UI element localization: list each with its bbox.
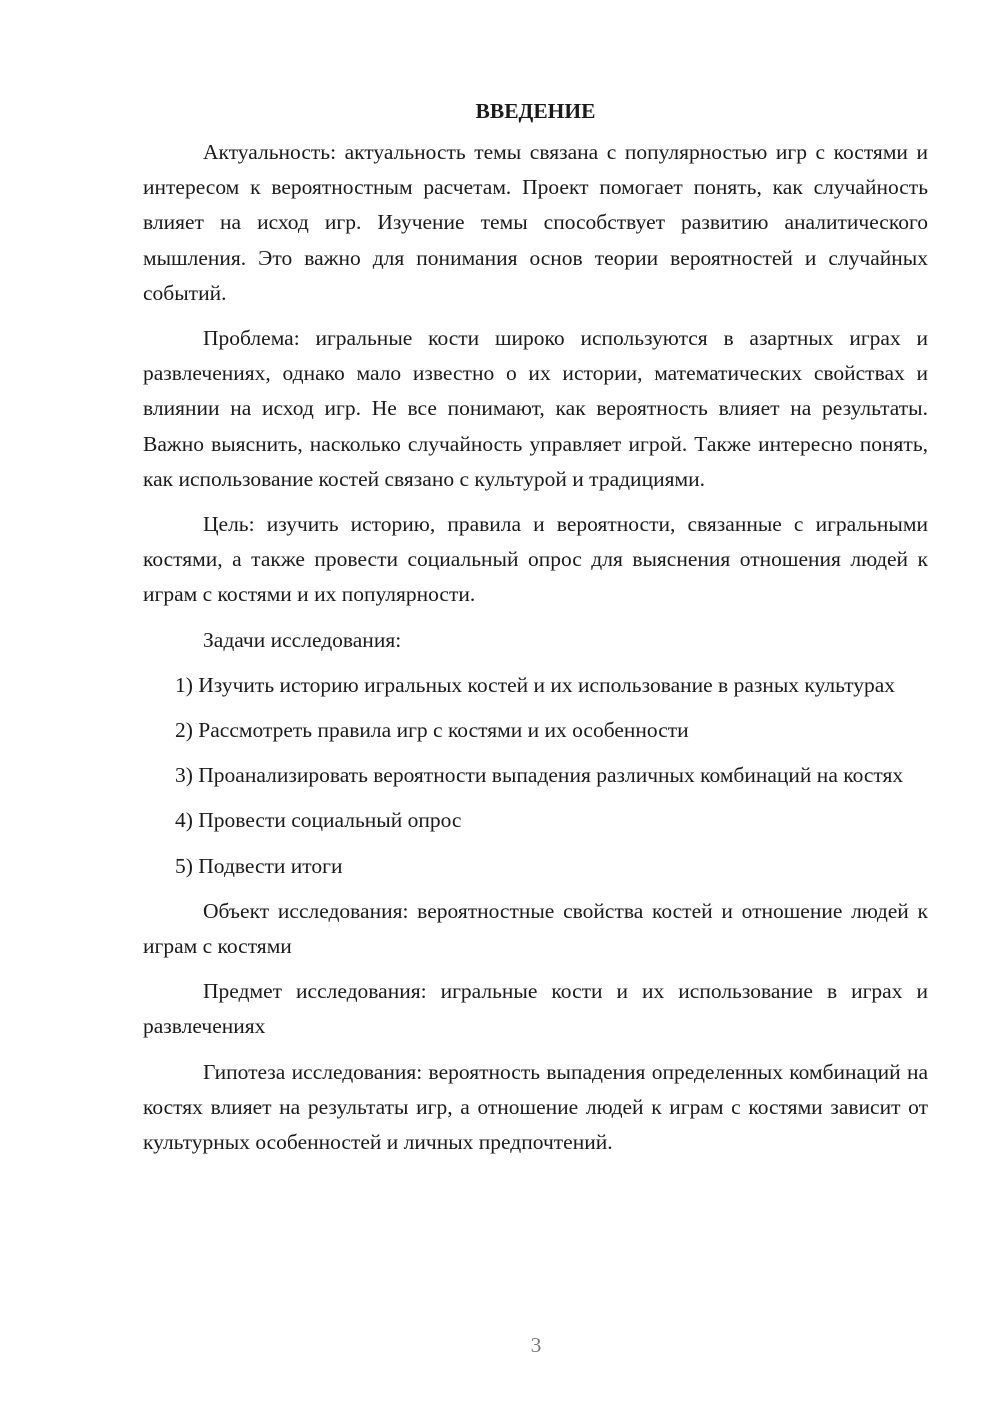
tasks-heading: Задачи исследования:	[203, 627, 402, 652]
tasks-list	[143, 668, 928, 884]
task-item-5: 5) Подвести итоги	[175, 853, 343, 878]
page-title: ВВЕДЕНИЕ	[475, 99, 596, 123]
subject-paragraph: Предмет исследования: игральные кости и их использование в играх и развлечениях	[143, 979, 928, 1039]
task-item-1: 1) Изучить историю игральных костей и их использование в разных культурах	[175, 672, 895, 697]
problem-paragraph: Проблема: игральные кости широко используются в азартных играх и развлечениях, однако мало известно о их истории, математических свойствах и влиянии на исход игр. Не все понимают, как вероятность влияет на результаты. Важно выяснить, насколько случайность управляет игрой. Также интересно понять, как использование костей связано с культурой и традициями.	[143, 326, 928, 491]
page-number: 3	[530, 1333, 542, 1357]
task-item-3: 3) Проанализировать вероятности выпадения различных комбинаций на костях	[175, 763, 904, 788]
hypothesis-paragraph: Гипотеза исследования: вероятность выпадения определенных комбинаций на костях влияет на результаты игр, а отношение людей к играм с костями зависит от культурных особенностей и личных предпочтений.	[143, 1059, 928, 1155]
goal-paragraph: Цель: изучить историю, правила и вероятности, связанные с игральными костями, а также провести социальный опрос для выяснения отношения людей к играм с костями и их популярности.	[143, 512, 928, 607]
document-page	[143, 94, 928, 1170]
task-item-4: 4) Провести социальный опрос	[175, 808, 462, 833]
object-paragraph: Объект исследования: вероятностные свойства костей и отношение людей к играм с костями	[143, 898, 928, 959]
relevance-paragraph: Актуальность: актуальность темы связана с популярностью игр с костями и интересом к вероятностным расчетам. Проект помогает понять, как случайность влияет на исход игр. Изучение темы способствует развитию аналитического мышления. Это важно для понимания основ теории вероятностей и случайных событий.	[143, 140, 928, 305]
task-item-2: 2) Рассмотреть правила игр с костями и их особенности	[175, 718, 689, 743]
